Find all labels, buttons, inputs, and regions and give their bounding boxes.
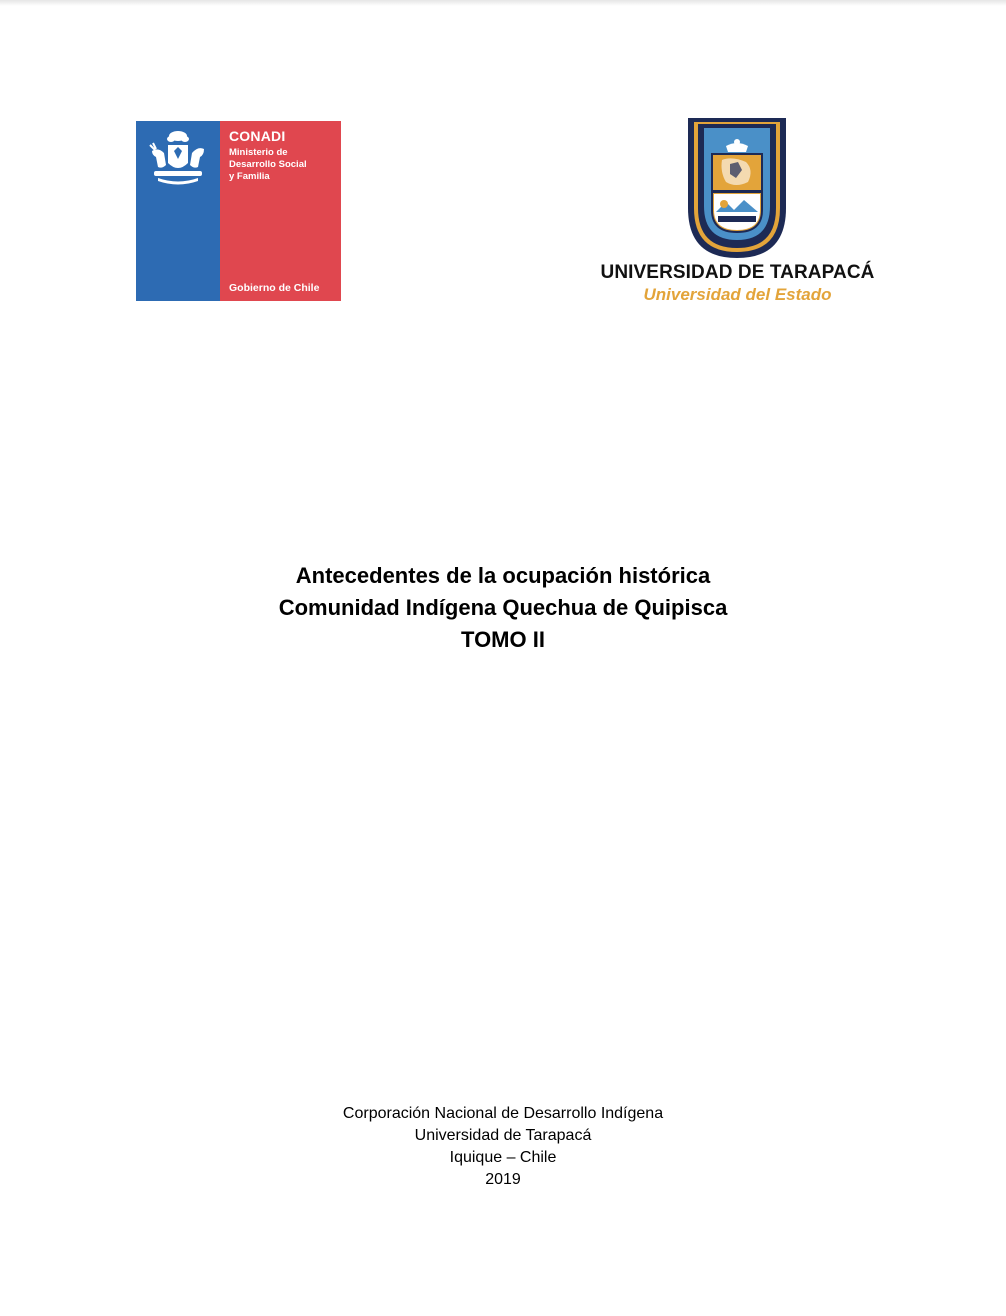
chile-coat-of-arms-icon xyxy=(144,129,212,189)
publisher-location: Iquique – Chile xyxy=(449,1149,557,1166)
page-top-shadow xyxy=(0,0,1006,6)
conadi-title: CONADI xyxy=(229,128,286,144)
conadi-government: Gobierno de Chile xyxy=(229,282,320,294)
publisher-line: Corporación Nacional de Desarrollo Indígena xyxy=(342,1105,664,1122)
title-line: Comunidad Indígena Quechua de Quipisca xyxy=(278,595,728,620)
conadi-logo xyxy=(136,121,341,301)
conadi-ministry-line: y Familia xyxy=(229,171,270,182)
title-volume: TOMO II xyxy=(461,627,545,652)
conadi-ministry-line: Ministerio de xyxy=(229,147,288,158)
conadi-ministry-line: Desarrollo Social xyxy=(229,159,307,170)
uta-shield-icon xyxy=(686,116,788,260)
document-title xyxy=(0,560,1006,656)
conadi-blue-band xyxy=(136,121,220,301)
title-line: Antecedentes de la ocupación histórica xyxy=(295,563,711,588)
uta-logo xyxy=(600,116,875,306)
uta-name: UNIVERSIDAD DE TARAPACÁ xyxy=(600,262,875,283)
publisher-line: Universidad de Tarapacá xyxy=(414,1127,592,1144)
uta-subtitle: Universidad del Estado xyxy=(643,285,832,304)
publication-year: 2019 xyxy=(485,1171,521,1188)
publisher-info xyxy=(0,1103,1006,1191)
conadi-red-band xyxy=(220,121,341,301)
conadi-ministry xyxy=(229,147,339,183)
